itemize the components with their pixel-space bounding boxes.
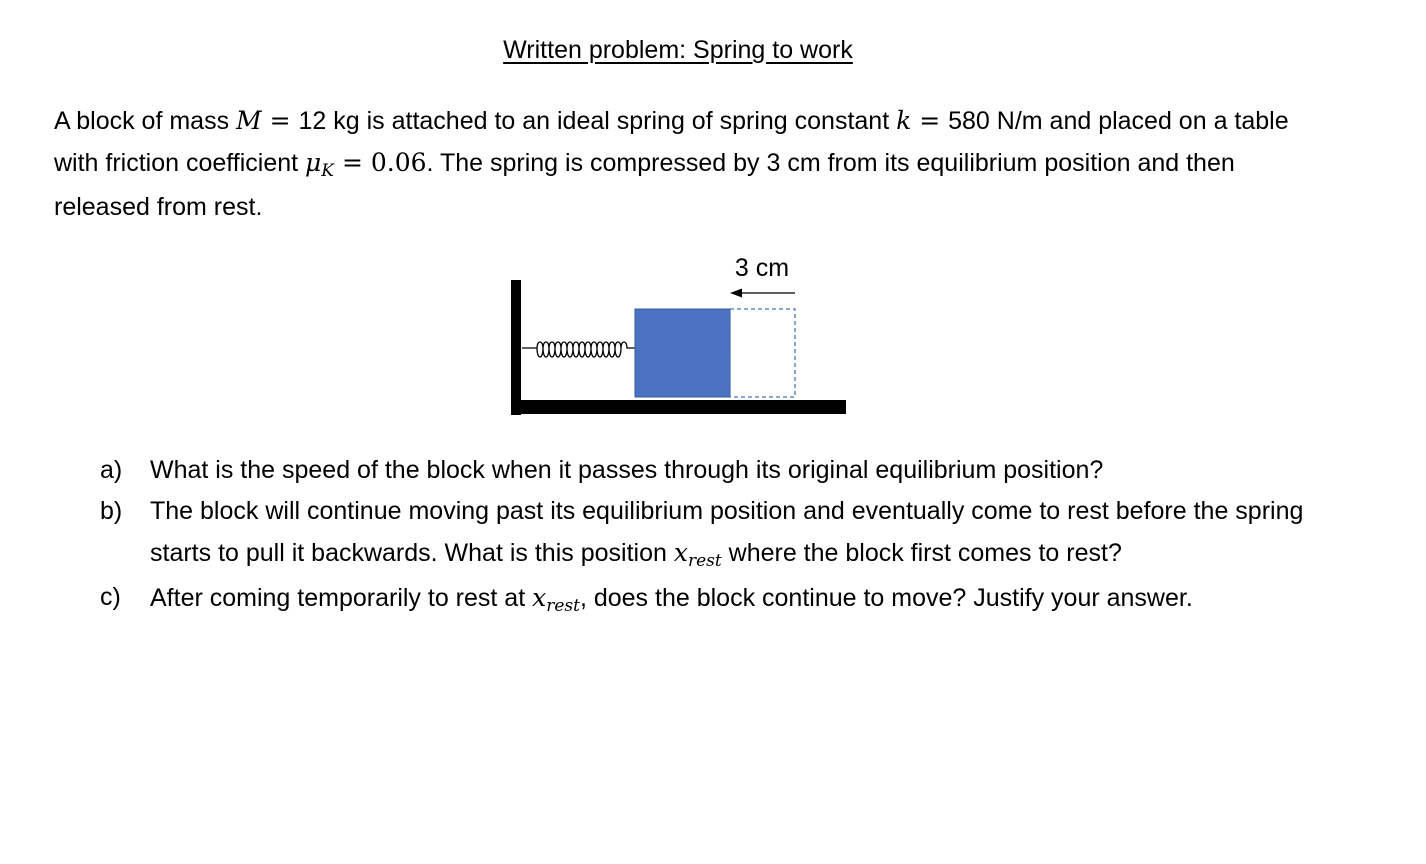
mass-value: 12 kg bbox=[298, 107, 360, 135]
question-label: a) bbox=[100, 456, 123, 484]
page-title: Written problem: Spring to work bbox=[503, 36, 853, 64]
mu-value: 0.06 bbox=[370, 148, 427, 177]
mu-symbol: μ bbox=[305, 148, 322, 177]
question-c bbox=[100, 577, 1360, 622]
question-text: After coming temporarily to rest at $x_{rest}$, does the block continue to move? Justify your answer. bbox=[150, 583, 1193, 616]
equals-3: = bbox=[334, 148, 371, 177]
question-list bbox=[100, 450, 1360, 622]
question-label: b) bbox=[100, 497, 123, 525]
equals-1: = bbox=[261, 106, 299, 135]
intro-part2: is attached to an ideal spring of spring constant bbox=[359, 107, 897, 135]
compression-label: 3 cm bbox=[734, 254, 790, 282]
question-text: The block will continue moving past its equilibrium position and eventually come to rest before the spring starts to pull it backwards. What is this position $x_{rest}$ where the block first comes to rest? bbox=[150, 497, 1304, 571]
spring-icon bbox=[522, 342, 635, 357]
question-text: What is the speed of the block when it passes through its original equilibrium position? bbox=[150, 456, 1104, 484]
question-b bbox=[100, 491, 1360, 577]
floor bbox=[511, 400, 846, 414]
mass-symbol: M bbox=[236, 106, 262, 135]
arrow-left-icon bbox=[730, 289, 742, 298]
x-rest-symbol: x bbox=[673, 538, 688, 567]
intro-part1: A block of mass bbox=[54, 107, 237, 135]
question-label: c) bbox=[100, 583, 121, 611]
equals-2: = bbox=[911, 106, 949, 135]
intro-part4: . The spring is compressed by 3 cm from its equilibrium position and then released from rest. bbox=[54, 149, 1235, 221]
question-a bbox=[100, 450, 1360, 491]
mu-subscript: K bbox=[321, 161, 334, 181]
x-rest-symbol: x bbox=[532, 583, 547, 612]
wall bbox=[511, 280, 521, 415]
k-symbol: k bbox=[896, 106, 912, 135]
spring-block-figure bbox=[505, 248, 855, 420]
block bbox=[635, 309, 730, 397]
intro-part3: and placed on a table with friction coefficient bbox=[54, 107, 1289, 177]
equilibrium-outline bbox=[730, 309, 795, 397]
k-value: 580 N/m bbox=[948, 107, 1043, 135]
problem-statement bbox=[54, 100, 1334, 228]
